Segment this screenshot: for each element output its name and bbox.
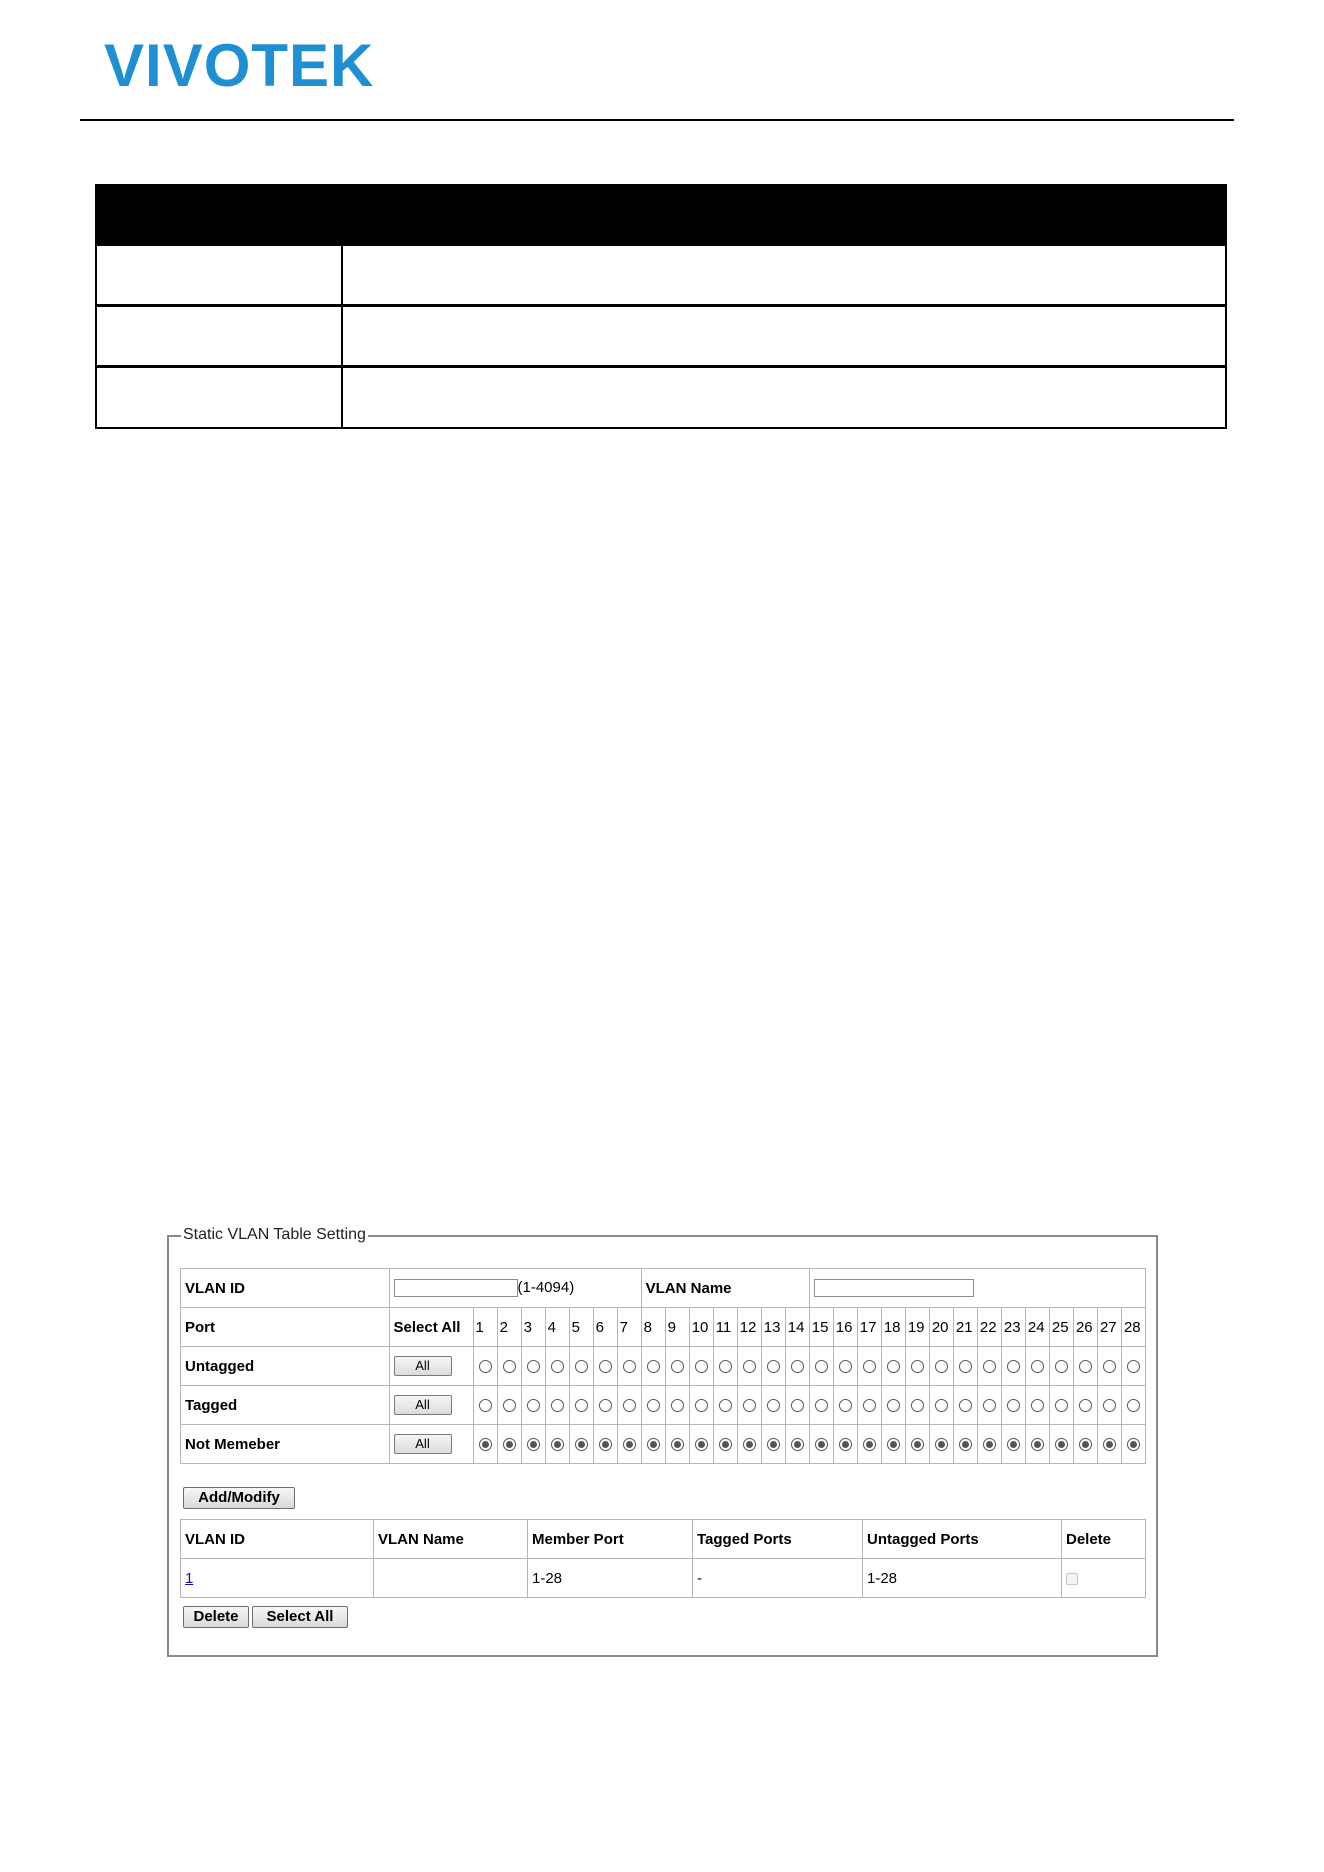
document-table-row bbox=[95, 307, 1227, 368]
port-radio[interactable] bbox=[695, 1438, 708, 1451]
port-radio[interactable] bbox=[719, 1360, 732, 1373]
port-number: 2 bbox=[497, 1308, 521, 1347]
port-radio[interactable] bbox=[695, 1399, 708, 1412]
table-row bbox=[181, 1559, 1146, 1598]
membership-row bbox=[181, 1386, 1146, 1425]
header-tagged-ports: Tagged Ports bbox=[693, 1520, 863, 1559]
port-number: 17 bbox=[857, 1308, 881, 1347]
port-radio[interactable] bbox=[1079, 1399, 1092, 1412]
port-number: 5 bbox=[569, 1308, 593, 1347]
port-radio[interactable] bbox=[575, 1438, 588, 1451]
panel-legend: Static VLAN Table Setting bbox=[183, 1226, 366, 1243]
port-radio[interactable] bbox=[1031, 1399, 1044, 1412]
header-vlan-id: VLAN ID bbox=[181, 1520, 374, 1559]
port-radio[interactable] bbox=[935, 1399, 948, 1412]
port-number: 3 bbox=[521, 1308, 545, 1347]
vlan-setting-table bbox=[180, 1268, 1146, 1464]
port-radio[interactable] bbox=[599, 1399, 612, 1412]
port-radio[interactable] bbox=[839, 1360, 852, 1373]
member-port-cell: 1-28 bbox=[528, 1559, 693, 1598]
port-number: 24 bbox=[1025, 1308, 1049, 1347]
vlan-id-link[interactable]: 1 bbox=[185, 1569, 194, 1587]
port-radio[interactable] bbox=[959, 1438, 972, 1451]
port-radio[interactable] bbox=[791, 1360, 804, 1373]
port-radio[interactable] bbox=[743, 1360, 756, 1373]
port-radio[interactable] bbox=[887, 1438, 900, 1451]
port-radio[interactable] bbox=[1127, 1399, 1140, 1412]
port-radio[interactable] bbox=[1079, 1360, 1092, 1373]
port-number: 13 bbox=[761, 1308, 785, 1347]
port-radio[interactable] bbox=[983, 1399, 996, 1412]
svg-text:VIVOTEK: VIVOTEK bbox=[104, 38, 375, 94]
port-number: 4 bbox=[545, 1308, 569, 1347]
port-radio[interactable] bbox=[695, 1360, 708, 1373]
document-table-header bbox=[95, 184, 1227, 246]
port-number: 19 bbox=[905, 1308, 929, 1347]
port-number: 21 bbox=[953, 1308, 977, 1347]
vlan-id-input[interactable] bbox=[394, 1279, 518, 1297]
port-number: 26 bbox=[1073, 1308, 1097, 1347]
all-button[interactable]: All bbox=[394, 1356, 452, 1376]
port-radio[interactable] bbox=[599, 1360, 612, 1373]
delete-checkbox[interactable] bbox=[1066, 1573, 1078, 1585]
port-radio[interactable] bbox=[911, 1360, 924, 1373]
port-radio[interactable] bbox=[815, 1399, 828, 1412]
port-number: 12 bbox=[737, 1308, 761, 1347]
port-number: 1 bbox=[473, 1308, 497, 1347]
port-radio[interactable] bbox=[647, 1438, 660, 1451]
port-radio[interactable] bbox=[743, 1438, 756, 1451]
port-radio[interactable] bbox=[647, 1360, 660, 1373]
header-delete: Delete bbox=[1062, 1520, 1146, 1559]
port-radio[interactable] bbox=[911, 1438, 924, 1451]
delete-button[interactable]: Delete bbox=[183, 1606, 249, 1628]
port-radio[interactable] bbox=[719, 1438, 732, 1451]
port-number: 7 bbox=[617, 1308, 641, 1347]
port-radio[interactable] bbox=[839, 1399, 852, 1412]
port-radio[interactable] bbox=[815, 1360, 828, 1373]
port-radio[interactable] bbox=[671, 1360, 684, 1373]
port-radio[interactable] bbox=[503, 1399, 516, 1412]
port-radio[interactable] bbox=[1007, 1360, 1020, 1373]
port-radio[interactable] bbox=[767, 1360, 780, 1373]
port-radio[interactable] bbox=[791, 1399, 804, 1412]
select-all-label: Select All bbox=[389, 1308, 473, 1347]
port-radio[interactable] bbox=[959, 1399, 972, 1412]
vlan-name-input[interactable] bbox=[814, 1279, 974, 1297]
port-radio[interactable] bbox=[935, 1360, 948, 1373]
port-radio[interactable] bbox=[575, 1360, 588, 1373]
port-radio[interactable] bbox=[527, 1399, 540, 1412]
port-radio[interactable] bbox=[479, 1360, 492, 1373]
port-radio[interactable] bbox=[839, 1438, 852, 1451]
tagged-ports-cell: - bbox=[693, 1559, 863, 1598]
all-button[interactable]: All bbox=[394, 1434, 452, 1454]
port-radio[interactable] bbox=[1031, 1438, 1044, 1451]
port-number: 9 bbox=[665, 1308, 689, 1347]
port-radio[interactable] bbox=[551, 1399, 564, 1412]
vlan-id-range: (1-4094) bbox=[517, 1278, 575, 1296]
membership-label: Not Memeber bbox=[181, 1425, 390, 1464]
port-number: 27 bbox=[1097, 1308, 1121, 1347]
port-radio[interactable] bbox=[863, 1438, 876, 1451]
port-radio[interactable] bbox=[479, 1438, 492, 1451]
membership-label: Untagged bbox=[181, 1347, 390, 1386]
port-radio[interactable] bbox=[575, 1399, 588, 1412]
port-radio[interactable] bbox=[1055, 1399, 1068, 1412]
all-button[interactable]: All bbox=[394, 1395, 452, 1415]
header-untagged-ports: Untagged Ports bbox=[863, 1520, 1062, 1559]
port-radio[interactable] bbox=[527, 1360, 540, 1373]
header-member-port: Member Port bbox=[528, 1520, 693, 1559]
port-radio[interactable] bbox=[911, 1399, 924, 1412]
add-modify-button[interactable]: Add/Modify bbox=[183, 1487, 295, 1509]
port-number: 18 bbox=[881, 1308, 905, 1347]
port-radio[interactable] bbox=[1127, 1438, 1140, 1451]
port-radio[interactable] bbox=[959, 1360, 972, 1373]
header-divider bbox=[80, 119, 1234, 121]
port-radio[interactable] bbox=[767, 1399, 780, 1412]
document-table-row bbox=[95, 368, 1227, 429]
port-radio[interactable] bbox=[623, 1399, 636, 1412]
port-radio[interactable] bbox=[599, 1438, 612, 1451]
port-radio[interactable] bbox=[671, 1399, 684, 1412]
port-radio[interactable] bbox=[1103, 1438, 1116, 1451]
port-number: 14 bbox=[785, 1308, 809, 1347]
port-radio[interactable] bbox=[935, 1438, 948, 1451]
port-label: Port bbox=[181, 1308, 390, 1347]
port-radio[interactable] bbox=[479, 1399, 492, 1412]
port-radio[interactable] bbox=[1079, 1438, 1092, 1451]
untagged-ports-cell: 1-28 bbox=[863, 1559, 1062, 1598]
vlan-name-label: VLAN Name bbox=[641, 1269, 809, 1308]
port-radio[interactable] bbox=[503, 1360, 516, 1373]
port-radio[interactable] bbox=[1031, 1360, 1044, 1373]
vivotek-logo bbox=[104, 38, 394, 94]
document-table-row bbox=[95, 246, 1227, 307]
port-radio[interactable] bbox=[983, 1438, 996, 1451]
port-number: 15 bbox=[809, 1308, 833, 1347]
port-radio[interactable] bbox=[1055, 1438, 1068, 1451]
port-radio[interactable] bbox=[623, 1360, 636, 1373]
port-number: 6 bbox=[593, 1308, 617, 1347]
port-radio[interactable] bbox=[623, 1438, 636, 1451]
header-vlan-name: VLAN Name bbox=[374, 1520, 528, 1559]
port-number: 16 bbox=[833, 1308, 857, 1347]
port-number: 20 bbox=[929, 1308, 953, 1347]
port-radio[interactable] bbox=[1103, 1399, 1116, 1412]
membership-row bbox=[181, 1425, 1146, 1464]
port-radio[interactable] bbox=[503, 1438, 516, 1451]
membership-label: Tagged bbox=[181, 1386, 390, 1425]
port-radio[interactable] bbox=[887, 1399, 900, 1412]
port-radio[interactable] bbox=[551, 1360, 564, 1373]
port-radio[interactable] bbox=[551, 1438, 564, 1451]
port-radio[interactable] bbox=[1007, 1399, 1020, 1412]
port-number: 10 bbox=[689, 1308, 713, 1347]
port-radio[interactable] bbox=[1127, 1360, 1140, 1373]
document-table bbox=[95, 184, 1227, 429]
port-radio[interactable] bbox=[863, 1360, 876, 1373]
port-radio[interactable] bbox=[863, 1399, 876, 1412]
port-radio[interactable] bbox=[815, 1438, 828, 1451]
port-number: 8 bbox=[641, 1308, 665, 1347]
port-radio[interactable] bbox=[1103, 1360, 1116, 1373]
port-radio[interactable] bbox=[743, 1399, 756, 1412]
select-all-button[interactable]: Select All bbox=[252, 1606, 348, 1628]
port-radio[interactable] bbox=[671, 1438, 684, 1451]
port-number: 23 bbox=[1001, 1308, 1025, 1347]
port-radio[interactable] bbox=[527, 1438, 540, 1451]
port-radio[interactable] bbox=[983, 1360, 996, 1373]
port-radio[interactable] bbox=[791, 1438, 804, 1451]
port-number: 11 bbox=[713, 1308, 737, 1347]
port-number: 22 bbox=[977, 1308, 1001, 1347]
port-number: 28 bbox=[1121, 1308, 1145, 1347]
vlan-name-cell bbox=[374, 1559, 528, 1598]
port-number: 25 bbox=[1049, 1308, 1073, 1347]
port-radio[interactable] bbox=[647, 1399, 660, 1412]
port-radio[interactable] bbox=[1055, 1360, 1068, 1373]
vlan-id-label: VLAN ID bbox=[181, 1269, 390, 1308]
port-radio[interactable] bbox=[719, 1399, 732, 1412]
vlan-list-table bbox=[180, 1519, 1146, 1598]
port-radio[interactable] bbox=[1007, 1438, 1020, 1451]
port-radio[interactable] bbox=[887, 1360, 900, 1373]
port-radio[interactable] bbox=[767, 1438, 780, 1451]
membership-row bbox=[181, 1347, 1146, 1386]
